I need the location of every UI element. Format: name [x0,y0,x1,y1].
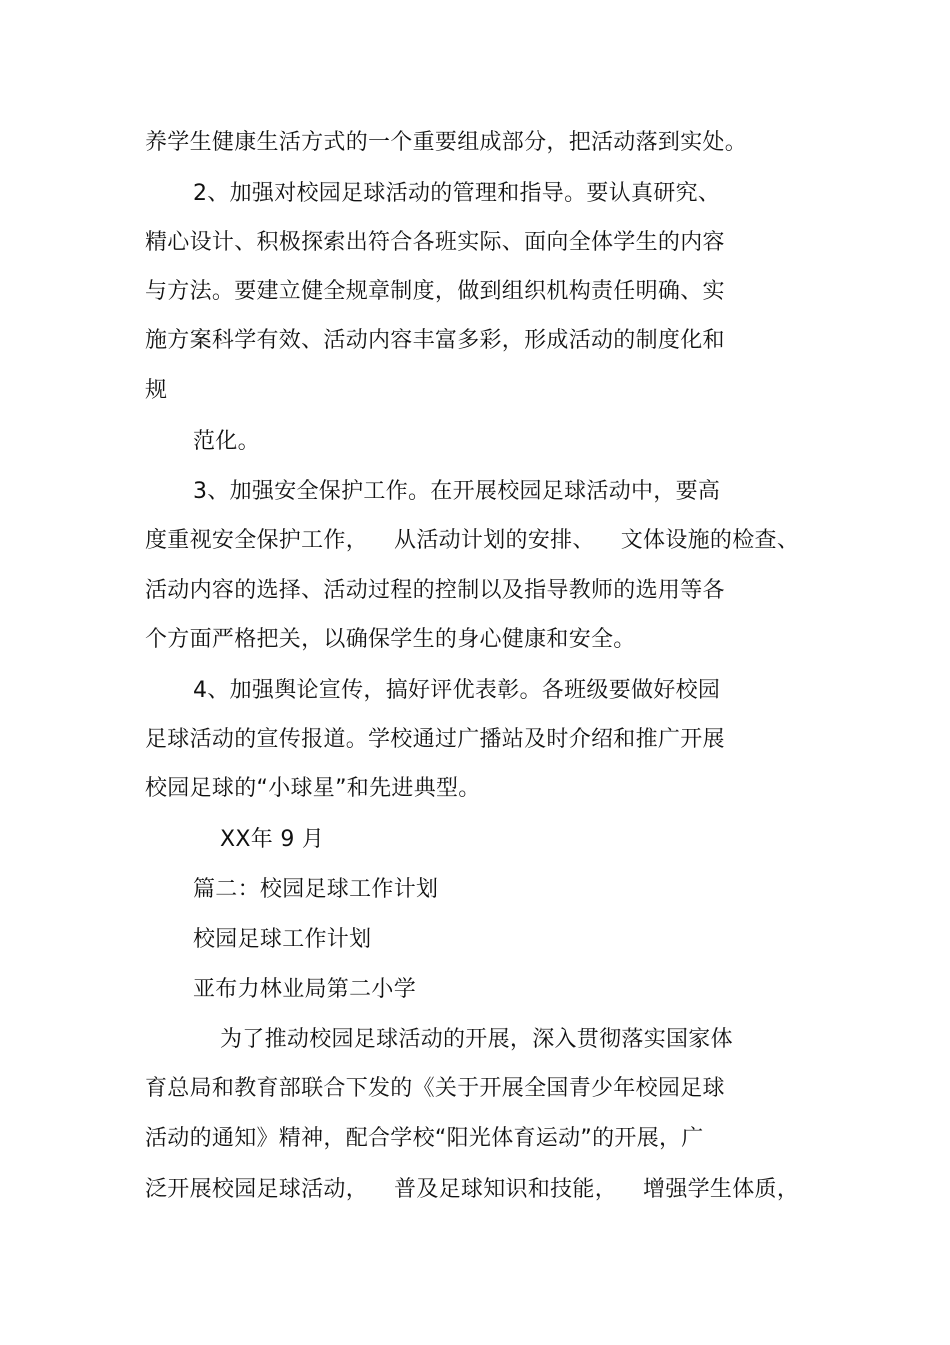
text-line: 与方法。要建立健全规章制度，做到组织机构责任明确、实 [145,279,725,304]
text-line: 养学生健康生活方式的一个重要组成部分，把活动落到实处。 [145,130,748,155]
text-line: 个方面严格把关，以确保学生的身心健康和安全。 [145,627,636,652]
text-segment: 度重视安全保护工作， [145,528,369,553]
text-line [145,1175,799,1205]
text-segment: 泛开展校园足球活动， [145,1177,369,1202]
text-line: 规 [145,378,168,403]
section-heading: 篇二：校园足球工作计划 [193,877,439,902]
text-line: 施方案科学有效、活动内容丰富多彩，形成活动的制度化和 [145,328,725,353]
text-line: 育总局和教育部联合下发的《关于开展全国青少年校园足球 [145,1076,725,1101]
text-line: 校园足球的“小球星”和先进典型。 [145,776,481,801]
text-line: 2、加强对校园足球活动的管理和指导。要认真研究、 [193,181,721,206]
text-line: 3、加强安全保护工作。在开展校园足球活动中，要高 [193,479,721,504]
text-line: 活动内容的选择、活动过程的控制以及指导教师的选用等各 [145,578,725,603]
text-line: 范化。 [193,429,260,454]
text-line: 4、加强舆论宣传，搞好评优表彰。各班级要做好校园 [193,678,721,703]
document-title: 校园足球工作计划 [193,927,372,952]
text-segment: 增强学生体质， [643,1177,800,1202]
text-line: 足球活动的宣传报道。学校通过广播站及时介绍和推广开展 [145,727,725,752]
text-segment: 普及足球知识和技能， [394,1177,618,1202]
text-segment: 从活动计划的安排、 [394,528,595,553]
text-line: 精心设计、积极探索出符合各班实际、面向全体学生的内容 [145,230,725,255]
text-line: 活动的通知》精神，配合学校“阳光体育运动”的开展，广 [145,1126,704,1151]
school-name: 亚布力林业局第二小学 [193,977,417,1002]
text-line [145,526,799,556]
text-segment: 文体设施的检查、 [620,528,800,553]
text-line: 为了推动校园足球活动的开展，深入贯彻落实国家体 [220,1027,733,1052]
date-line: XX年 9 月 [220,827,325,852]
